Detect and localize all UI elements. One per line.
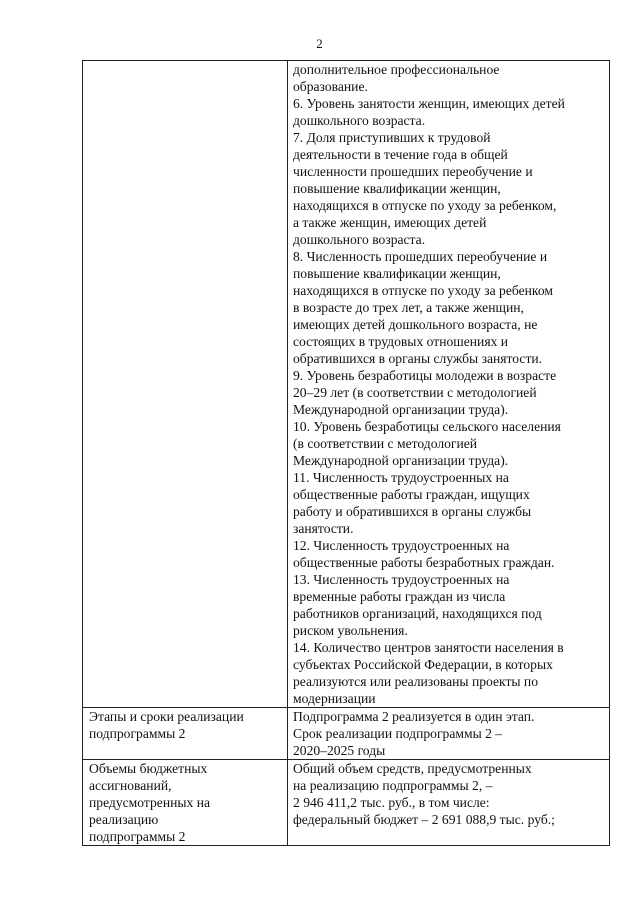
text-line: дополнительное профессиональное bbox=[293, 62, 500, 77]
row-label-line: предусмотренных на bbox=[89, 795, 211, 810]
text-line: находящихся в отпуске по уходу за ребенком, bbox=[293, 198, 557, 213]
text-line: реализуются или реализованы проекты по bbox=[293, 674, 538, 689]
row-label-line: Этапы и сроки реализации bbox=[89, 709, 244, 724]
row-label-line: реализацию bbox=[89, 812, 159, 827]
text-line: 9. Уровень безработицы молодежи в возрасте bbox=[293, 368, 557, 383]
text-line: 8. Численность прошедших переобучение и bbox=[293, 249, 548, 264]
text-line: имеющих детей дошкольного возраста, не bbox=[293, 317, 538, 332]
text-line: Подпрограмма 2 реализуется в один этап. bbox=[293, 709, 535, 724]
text-line: 6. Уровень занятости женщин, имеющих детей bbox=[293, 96, 565, 111]
text-line: модернизации bbox=[293, 691, 376, 706]
text-line: деятельности в течение года в общей bbox=[293, 147, 508, 162]
text-line: риском увольнения. bbox=[293, 623, 408, 638]
text-line: 2020–2025 годы bbox=[293, 743, 386, 758]
text-line: на реализацию подпрограммы 2, – bbox=[293, 778, 493, 793]
text-line: общественные работы граждан, ищущих bbox=[293, 487, 530, 502]
text-line: в возрасте до трех лет, а также женщин, bbox=[293, 300, 524, 315]
text-line: численности прошедших переобучение и bbox=[293, 164, 533, 179]
text-line: 14. Количество центров занятости населения в bbox=[293, 640, 564, 655]
text-line: Общий объем средств, предусмотренных bbox=[293, 761, 532, 776]
text-line: работу и обратившихся в органы службы bbox=[293, 504, 532, 519]
text-line: общественные работы безработных граждан. bbox=[293, 555, 555, 570]
row-value-cell bbox=[288, 708, 610, 760]
text-line: 11. Численность трудоустроенных на bbox=[293, 470, 509, 485]
text-line: субъектах Российской Федерации, в которых bbox=[293, 657, 553, 672]
text-line: дошкольного возраста. bbox=[293, 232, 426, 247]
text-line: 10. Уровень безработицы сельского населения bbox=[293, 419, 561, 434]
text-line: находящихся в отпуске по уходу за ребенком bbox=[293, 283, 553, 298]
row-label-line: подпрограммы 2 bbox=[89, 829, 186, 844]
text-line: дошкольного возраста. bbox=[293, 113, 426, 128]
text-line: 7. Доля приступивших к трудовой bbox=[293, 130, 491, 145]
text-line: 20–29 лет (в соответствии с методологией bbox=[293, 385, 537, 400]
row-label-cell bbox=[83, 61, 288, 708]
text-line: Срок реализации подпрограммы 2 – bbox=[293, 726, 503, 741]
text-line: занятости. bbox=[293, 521, 354, 536]
subprogram-passport-table bbox=[82, 60, 610, 846]
row-value-cell bbox=[288, 61, 610, 708]
text-line: Международной организации труда). bbox=[293, 453, 509, 468]
table-row-budget-allocations bbox=[83, 760, 610, 846]
row-label-cell bbox=[83, 708, 288, 760]
text-line: (в соответствии с методологией bbox=[293, 436, 478, 451]
row-label-cell bbox=[83, 760, 288, 846]
text-line: образование. bbox=[293, 79, 368, 94]
text-line: а также женщин, имеющих детей bbox=[293, 215, 487, 230]
text-line: состоящих в трудовых отношениях и bbox=[293, 334, 509, 349]
row-label-line: Объемы бюджетных bbox=[89, 761, 208, 776]
text-line: обратившихся в органы службы занятости. bbox=[293, 351, 543, 366]
row-label-line: подпрограммы 2 bbox=[89, 726, 186, 741]
text-line: 2 946 411,2 тыс. руб., в том числе: bbox=[293, 795, 490, 810]
text-line: работников организаций, находящихся под bbox=[293, 606, 542, 621]
text-line: повышение квалификации женщин, bbox=[293, 266, 501, 281]
page-number: 2 bbox=[316, 36, 323, 51]
text-line: 12. Численность трудоустроенных на bbox=[293, 538, 510, 553]
text-line: 13. Численность трудоустроенных на bbox=[293, 572, 510, 587]
text-line: федеральный бюджет – 2 691 088,9 тыс. руб.; bbox=[293, 812, 555, 827]
text-line: повышение квалификации женщин, bbox=[293, 181, 501, 196]
table-row-indicators-continuation bbox=[83, 61, 610, 708]
text-line: временные работы граждан из числа bbox=[293, 589, 506, 604]
text-line: Международной организации труда). bbox=[293, 402, 509, 417]
row-label-line: ассигнований, bbox=[89, 778, 172, 793]
table-row-stages-and-terms bbox=[83, 708, 610, 760]
row-value-cell bbox=[288, 760, 610, 846]
